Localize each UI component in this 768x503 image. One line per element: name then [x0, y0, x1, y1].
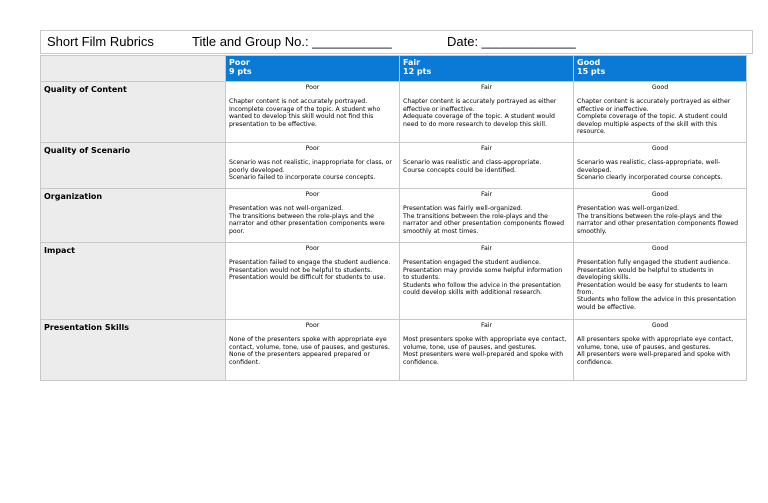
level-label: Fair: [480, 191, 493, 198]
level-label: Fair: [480, 84, 493, 91]
rubric-row-quality-of-scenario: [41, 143, 747, 189]
criterion-label: Impact: [41, 243, 226, 320]
rubric-cell: [574, 320, 747, 381]
column-points: 12 pts: [403, 67, 432, 76]
level-label: Poor: [305, 191, 320, 198]
rubric-cell: [400, 143, 574, 189]
column-header-good: [574, 56, 747, 82]
rubric-cell: [226, 320, 400, 381]
rubric-row-organization: [41, 189, 747, 243]
level-description: Most presenters spoke with appropriate eye contact, volume, tone, use of pauses, and gestures. Most presenters were well-prepared and spoke with confidence.: [403, 336, 567, 366]
document-header: [40, 30, 753, 54]
rubric-cell: [226, 189, 400, 243]
rubric-header-row: [41, 56, 747, 82]
rubric-cell: [226, 243, 400, 320]
level-label: Good: [651, 245, 669, 252]
level-description: Scenario was not realistic, inappropriate for class, or poorly developed. Scenario failed to incorporate course concepts.: [229, 159, 392, 182]
column-header-poor: [226, 56, 400, 82]
level-description: Chapter content is not accurately portrayed. Incomplete coverage of the topic. A student who wanted to develop this skill would not find this presentation to be effective.: [229, 98, 381, 128]
rubric-cell: [574, 243, 747, 320]
column-points: 9 pts: [229, 67, 252, 76]
column-header-fair: [400, 56, 574, 82]
criterion-label: Quality of Scenario: [41, 143, 226, 189]
level-label: Fair: [480, 145, 493, 152]
level-description: None of the presenters spoke with appropriate eye contact, volume, tone, use of pauses, and gestures. None of the presenters appeared prepared or confident.: [229, 336, 390, 366]
level-label: Poor: [305, 145, 320, 152]
level-description: Scenario was realistic and class-appropriate. Course concepts could be identified.: [403, 159, 542, 174]
level-description: Chapter content is accurately portrayed as either effective or ineffective. Adequate coverage of the topic. A student would need to do more research to develop this skill.: [403, 98, 557, 128]
level-label: Poor: [305, 84, 320, 91]
level-description: Chapter content is accurately portrayed as either effective or ineffective. Complete coverage of the topic. A student could develop multiple aspects of the skill with this resource.: [577, 98, 731, 136]
criterion-label: Quality of Content: [41, 82, 226, 143]
level-description: Presentation was fairly well-organized. The transitions between the role-plays and the narrator and other presentation components flowed smoothly at most times.: [403, 205, 565, 235]
rubric-cell: [226, 82, 400, 143]
document-title: Short Film Rubrics: [47, 34, 154, 49]
level-label: Good: [651, 84, 669, 91]
level-label: Poor: [305, 245, 320, 252]
column-name: Good: [577, 58, 601, 67]
level-label: Good: [651, 191, 669, 198]
level-label: Poor: [305, 322, 320, 329]
level-description: Presentation fully engaged the student audience. Presentation would be helpful to students in developing skills. Presentation would be easy for students to learn from. Students who follow the advice in this presentation would be effective.: [577, 259, 736, 311]
level-description: Scenario was realistic, class-appropriate, well-developed. Scenario clearly incorporated course concepts.: [577, 159, 723, 182]
level-description: Presentation engaged the student audience. Presentation may provide some helpful information to students. Students who follow the advice in the presentation could develop skills with additional research.: [403, 259, 563, 297]
rubric-cell: [574, 189, 747, 243]
level-description: Presentation was not well-organized. The transitions between the role-plays and the narrator and other presentation components were poor.: [229, 205, 385, 235]
rubric-row-quality-of-content: [41, 82, 747, 143]
rubric-cell: [400, 320, 574, 381]
level-label: Good: [651, 145, 669, 152]
header-corner-cell: [41, 56, 226, 82]
level-label: Fair: [480, 322, 493, 329]
rubric-cell: [400, 82, 574, 143]
rubric-cell: [574, 143, 747, 189]
rubric-cell: [226, 143, 400, 189]
rubric-cell: [400, 189, 574, 243]
column-name: Poor: [229, 58, 250, 67]
rubric-row-impact: [41, 243, 747, 320]
level-description: Presentation was well-organized. The transitions between the role-plays and the narrator and other presentation components flowed smoothly.: [577, 205, 739, 235]
level-description: Presentation failed to engage the student audience. Presentation would not be helpful to students. Presentation would be difficult for students to use.: [229, 259, 391, 282]
criterion-label: Organization: [41, 189, 226, 243]
rubric-cell: [574, 82, 747, 143]
date-field-label: Date: _____________: [447, 34, 576, 49]
level-label: Good: [651, 322, 669, 329]
rubric-cell: [400, 243, 574, 320]
level-description: All presenters spoke with appropriate eye contact, volume, tone, use of pauses, and gestures. All presenters were well-prepared and spoke with confidence.: [577, 336, 734, 366]
column-name: Fair: [403, 58, 421, 67]
column-points: 15 pts: [577, 67, 606, 76]
rubric-row-presentation-skills: [41, 320, 747, 381]
criterion-label: Presentation Skills: [41, 320, 226, 381]
level-label: Fair: [480, 245, 493, 252]
rubric-table: [40, 55, 747, 381]
group-field-label: Title and Group No.: ___________: [192, 34, 392, 49]
